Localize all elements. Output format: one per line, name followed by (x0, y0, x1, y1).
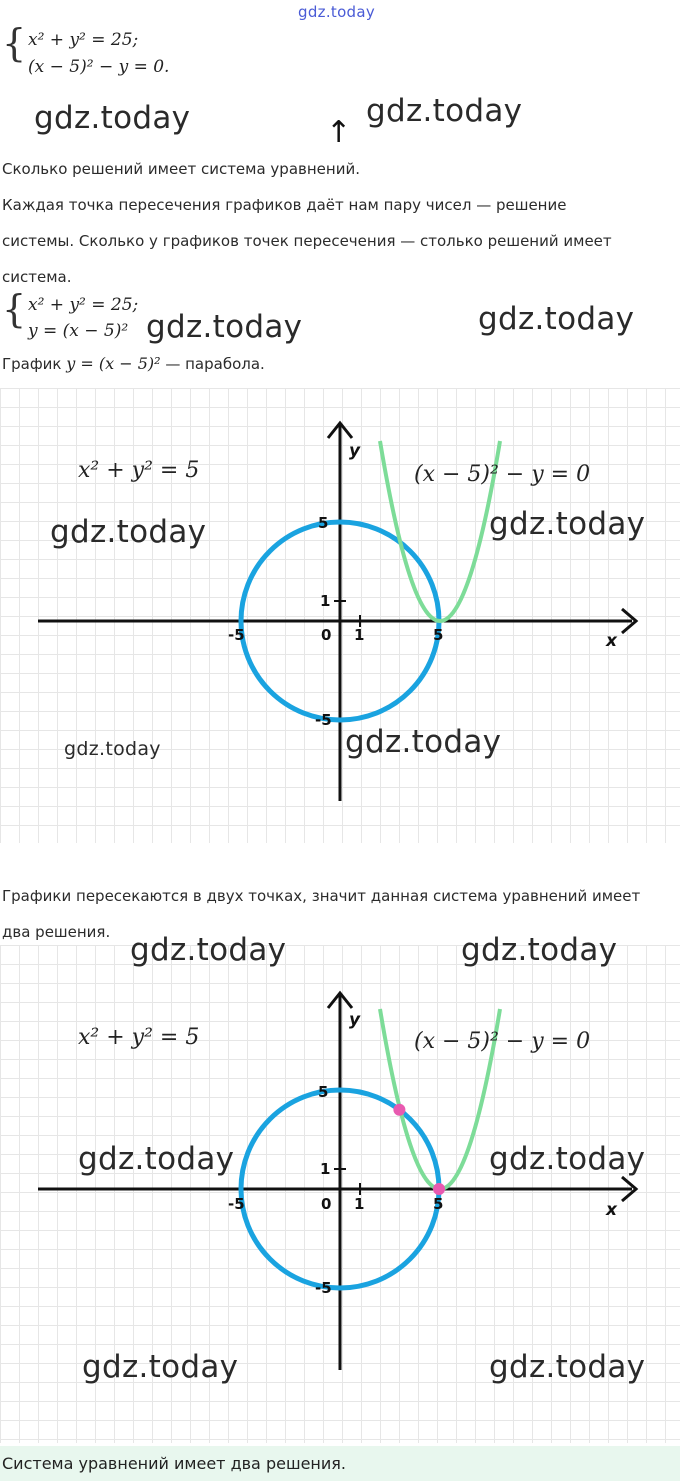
conclusion-line: два решения. (2, 923, 111, 941)
tick-label-origin: 0 (321, 1195, 332, 1213)
circle-equation-label: x² + y² = 5 (78, 458, 200, 483)
system2-eq2: y = (x − 5)² (28, 321, 129, 341)
watermark: gdz.today (146, 309, 303, 345)
y-axis-label: y (349, 1010, 361, 1030)
graph-1 (0, 388, 680, 843)
tick-label-y5: 5 (318, 1083, 329, 1101)
watermark: gdz.today (82, 1349, 239, 1385)
graph-1-svg (0, 388, 680, 843)
watermark: gdz.today (461, 932, 618, 968)
watermark: gdz.today (78, 1141, 235, 1177)
tick-label-x1: 1 (354, 626, 365, 644)
parabola-note-suffix: — парабола. (165, 355, 265, 373)
conclusion-line: Графики пересекаются в двух точках, значит данная система уравнений имеет (2, 887, 641, 905)
watermark: gdz.today (489, 506, 646, 542)
tick-label-origin: 0 (321, 626, 332, 644)
parabola-note-formula: y = (x − 5)² (66, 354, 161, 373)
system-brace: { (2, 21, 27, 65)
tick-label-xneg5: -5 (228, 1195, 245, 1213)
tick-label-y5: 5 (318, 514, 329, 532)
x-axis-label: x (606, 1200, 617, 1220)
intersection-point (433, 1183, 445, 1195)
watermark: gdz.today (130, 932, 287, 968)
tick-label-y1: 1 (320, 1160, 331, 1178)
question-text: Сколько решений имеет система уравнений. (2, 160, 360, 178)
system-brace: { (2, 287, 27, 331)
parabola-equation-label: (x − 5)² − y = 0 (414, 1029, 591, 1054)
answer-banner: Система уравнений имеет два решения. (0, 1446, 680, 1481)
tick-label-x1: 1 (354, 1195, 365, 1213)
watermark: gdz.today (478, 301, 635, 337)
watermark: gdz.today (34, 100, 191, 136)
parabola-note (2, 354, 265, 373)
tick-label-x5: 5 (433, 1195, 444, 1213)
watermark: gdz.today (489, 1349, 646, 1385)
tick-label-y1: 1 (320, 592, 331, 610)
tick-label-yneg5: -5 (315, 711, 332, 729)
intersection-point (393, 1104, 405, 1116)
x-axis-label: x (606, 631, 617, 651)
circle-equation-label: x² + y² = 5 (78, 1025, 200, 1050)
watermark: gdz.today (489, 1141, 646, 1177)
parabola-equation-label: (x − 5)² − y = 0 (414, 462, 591, 487)
watermark: gdz.today (64, 738, 161, 760)
watermark: gdz.today (50, 514, 207, 550)
system1-eq2: (x − 5)² − y = 0. (28, 57, 170, 77)
tick-label-x5: 5 (433, 626, 444, 644)
system1-eq1: x² + y² = 25; (28, 30, 139, 50)
tick-label-yneg5: -5 (315, 1279, 332, 1297)
arrow-up-icon: ↑ (326, 115, 352, 150)
tick-label-xneg5: -5 (228, 626, 245, 644)
watermark-top: gdz.today (298, 3, 376, 21)
watermark: gdz.today (366, 93, 523, 129)
parabola-note-prefix: График (2, 355, 62, 373)
system2-eq1: x² + y² = 25; (28, 295, 139, 315)
watermark: gdz.today (345, 724, 502, 760)
y-axis-label: y (349, 441, 361, 461)
explanation-line: системы. Сколько у графиков точек пересечения — столько решений имеет (2, 232, 612, 250)
explanation-line: Каждая точка пересечения графиков даёт нам пару чисел — решение (2, 196, 567, 214)
explanation-line: система. (2, 268, 72, 286)
